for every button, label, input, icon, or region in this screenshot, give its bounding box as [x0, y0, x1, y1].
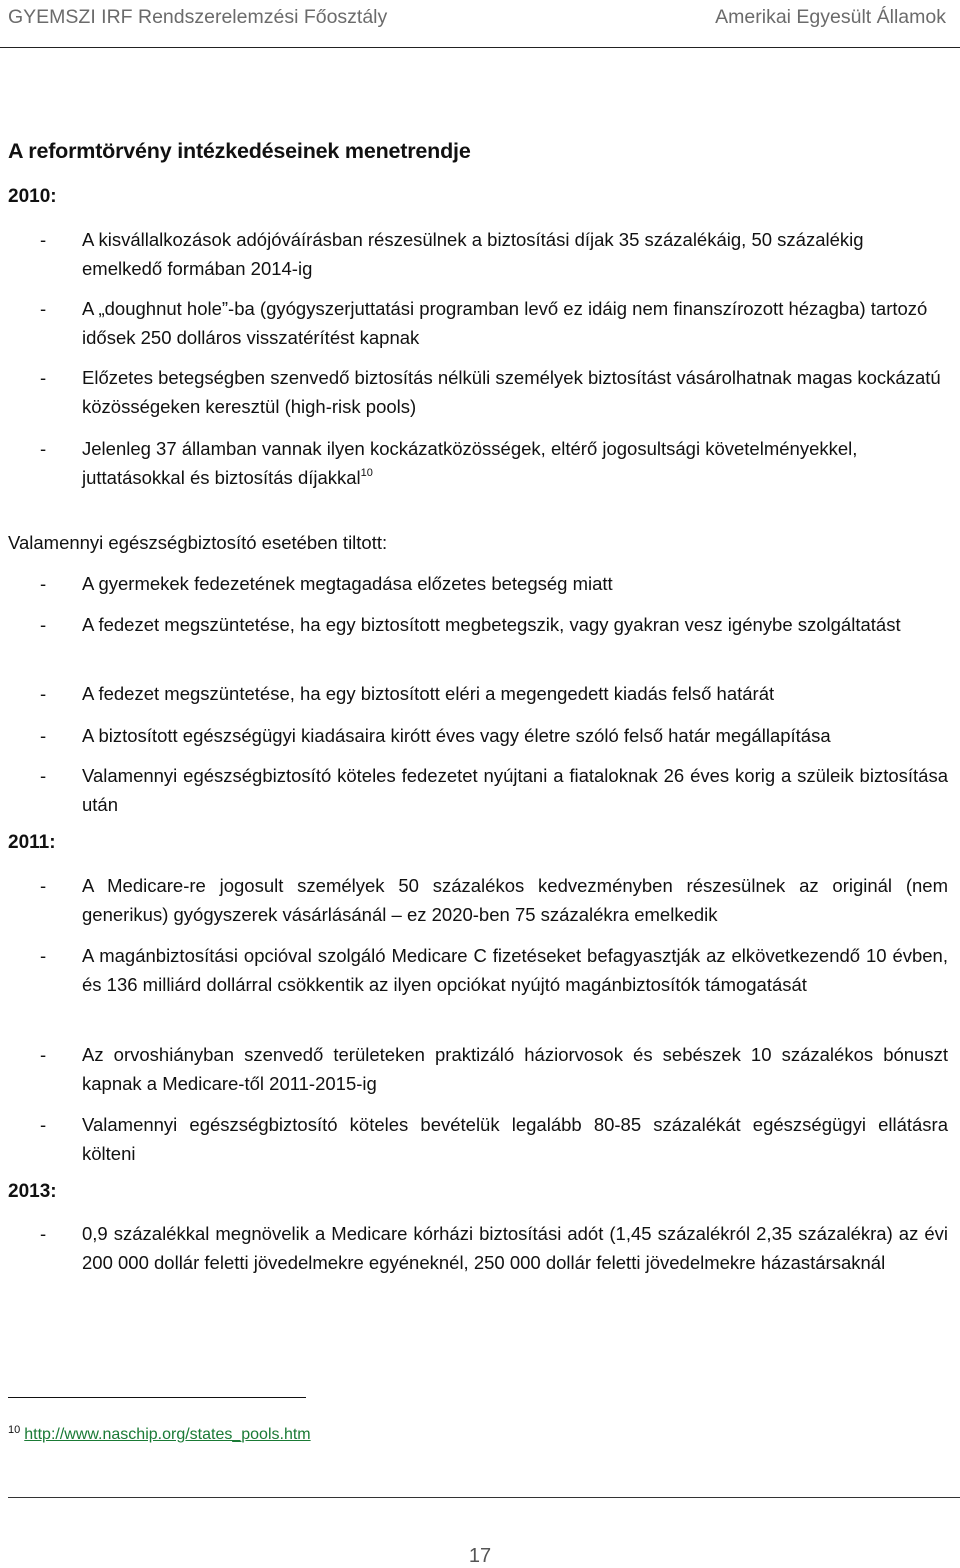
- list-item: [40, 363, 948, 421]
- list-item: [40, 294, 948, 352]
- bullet-dash: -: [40, 765, 47, 786]
- year-heading-2013: 2013:: [8, 1181, 57, 1202]
- footnote-link[interactable]: http://www.naschip.org/states_pools.htm: [24, 1426, 311, 1443]
- list-item: [40, 1110, 948, 1168]
- footnote-reference: 10: [360, 467, 373, 479]
- page-header: [0, 0, 960, 48]
- footnote-separator: [8, 1397, 306, 1398]
- list-item: [40, 679, 948, 708]
- list-item-text: A magánbiztosítási opcióval szolgáló Medicare C fizetéseket befagyasztják az elkövetkezendő 10 évben, és 136 milliárd dollárral csökkentik az ilyen opciókat nyújtó magánbiztosítók támogatását: [82, 945, 948, 995]
- bullet-dash: -: [40, 875, 47, 896]
- list-item: [40, 1219, 948, 1277]
- list-item: [40, 434, 948, 492]
- list-item: [40, 225, 948, 283]
- bullet-dash: -: [40, 298, 47, 319]
- footnote-number: 10: [8, 1424, 21, 1436]
- year-heading-2010: 2010:: [8, 186, 57, 207]
- list-item: [40, 761, 948, 819]
- bullet-dash: -: [40, 573, 47, 594]
- prohibited-intro: Valamennyi egészségbiztosító esetében tiltott:: [8, 532, 388, 553]
- list-item-body: Jelenleg 37 államban vannak ilyen kockázatközösségek, eltérő jogosultsági követelményekkel, juttatásokkal és biztosítás díjakkal: [82, 438, 858, 488]
- header-organization: GYEMSZI IRF Rendszerelemzési Főosztály: [8, 6, 388, 28]
- list-item-text: Valamennyi egészségbiztosító köteles bevételük legalább 80-85 százalékát egészségügyi ellátásra költeni: [82, 1114, 948, 1164]
- list-item: [40, 721, 948, 750]
- list-item: [40, 941, 948, 999]
- list-item-text: A kisvállalkozások adójóváírásban részesülnek a biztosítási díjak 35 százalékáig, 50 százalékig emelkedő formában 2014-ig: [82, 229, 864, 279]
- bullet-dash: -: [40, 614, 47, 635]
- list-item-text: A biztosított egészségügyi kiadásaira kirótt éves vagy életre szóló felső határ megállapítása: [82, 725, 831, 746]
- list-item-text: [82, 434, 948, 492]
- list-item-text: Az orvoshiányban szenvedő területeken praktizáló háziorvosok és sebészek 10 százalékos bónuszt kapnak a Medicare-től 2011-2015-ig: [82, 1044, 948, 1094]
- footer-separator: [8, 1497, 960, 1498]
- list-item: [40, 1040, 948, 1098]
- bullet-dash: -: [40, 367, 47, 388]
- bullet-dash: -: [40, 1044, 47, 1065]
- list-item-text: A fedezet megszüntetése, ha egy biztosított megbetegszik, vagy gyakran vesz igénybe szolgáltatást: [82, 614, 901, 635]
- bullet-dash: -: [40, 438, 47, 459]
- page-number: 17: [468, 1545, 492, 1567]
- bullet-dash: -: [40, 725, 47, 746]
- list-item: [40, 871, 948, 929]
- list-item-text: Valamennyi egészségbiztosító köteles fedezetet nyújtani a fiataloknak 26 éves korig a szüleik biztosítása után: [82, 765, 948, 815]
- list-item-text: A fedezet megszüntetése, ha egy biztosított eléri a megengedett kiadás felső határát: [82, 683, 775, 704]
- list-item-text: 0,9 százalékkal megnövelik a Medicare kórházi biztosítási adót (1,45 százalékról 2,35 százalékra) az évi 200 000 dollár feletti jövedelmekre egyéneknél, 250 000 dollár feletti jövedelmekre házastársaknál: [82, 1223, 948, 1273]
- bullet-dash: -: [40, 1223, 47, 1244]
- bullet-dash: -: [40, 229, 47, 250]
- bullet-dash: -: [40, 683, 47, 704]
- header-country: Amerikai Egyesült Államok: [715, 6, 946, 28]
- bullet-dash: -: [40, 945, 47, 966]
- year-heading-2011: 2011:: [8, 832, 56, 853]
- list-item: [40, 610, 948, 639]
- list-item-text: A „doughnut hole”-ba (gyógyszerjuttatási programban levő ez idáig nem finanszírozott hézagba) tartozó idősek 250 dolláros visszatérítést kapnak: [82, 298, 928, 348]
- list-item-text: Előzetes betegségben szenvedő biztosítás nélküli személyek biztosítást vásárolhatnak magas kockázatú közösségeken keresztül (high-risk pools): [82, 367, 941, 417]
- list-item-text: A Medicare-re jogosult személyek 50 százalékos kedvezményben részesülnek az originál (nem generikus) gyógyszerek vásárlásánál – ez 2020-ben 75 százalékra emelkedik: [82, 875, 948, 925]
- footnote: [8, 1424, 311, 1444]
- list-item: [40, 569, 948, 598]
- bullet-dash: -: [40, 1114, 47, 1135]
- list-item-text: A gyermekek fedezetének megtagadása előzetes betegség miatt: [82, 573, 613, 594]
- document-title: A reformtörvény intézkedéseinek menetrendje: [8, 139, 471, 163]
